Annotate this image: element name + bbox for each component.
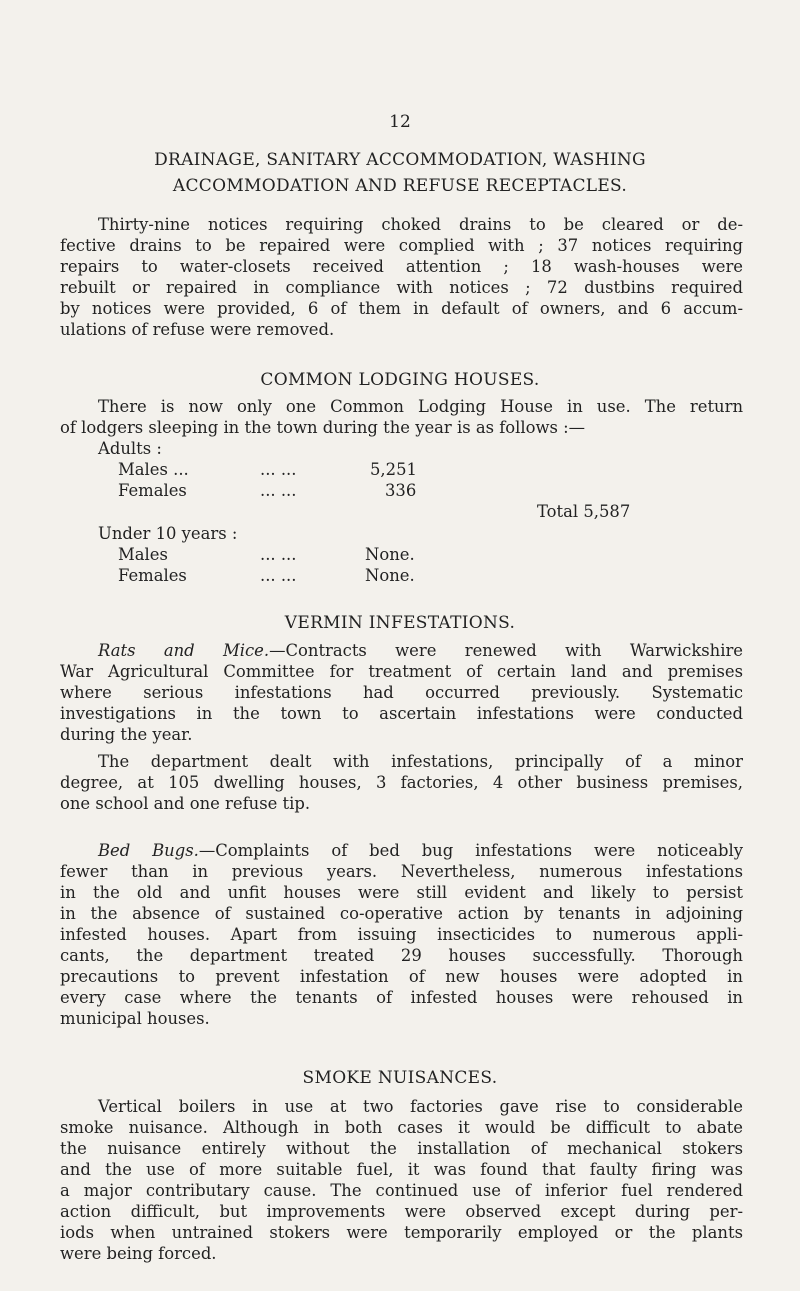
females-dots: ... ... [260,481,297,500]
text-line: one school and one refuse tip. [60,794,311,813]
text-line: fewer than in previous years. Nevertheless, numerous infestations [60,862,743,881]
bugs-title: Bed Bugs. [98,841,199,860]
drainage-heading-line2: ACCOMMODATION AND REFUSE RECEPTACLES. [172,176,628,196]
drainage-heading-line1: DRAINAGE, SANITARY ACCOMMODATION, WASHING [154,150,646,170]
males-value: 5,251 [370,460,417,479]
bugs-paragraph [60,840,743,1029]
text-line: Vertical boilers in use at two factories gave rise to considerable [98,1097,743,1116]
text-line [60,840,743,861]
text-line: smoke nuisance. Although in both cases it would be difficult to abate [60,1118,743,1137]
text-line: municipal houses. [60,1009,210,1028]
females-value: 336 [385,481,417,500]
text-line: precautions to prevent infestation of new houses were adopted in [60,967,743,986]
text-line: degree, at 105 dwelling houses, 3 factories, 4 other business premises, [60,773,743,792]
under-males-label: Males [118,545,168,564]
department-paragraph [60,751,743,814]
text-line: action difficult, but improvements were observed except during per- [60,1202,743,1221]
lodging-intro [60,396,743,438]
rats-title: Rats and Mice. [98,641,270,660]
text-line: a major contributary cause. The continued use of inferior fuel rendered [60,1181,743,1200]
text-line: fective drains to be repaired were complied with ; 37 notices requiring [60,236,743,255]
adults-label: Adults : [98,439,162,458]
smoke-paragraph [60,1096,743,1264]
text-line: There is now only one Common Lodging House in use. The return [98,397,743,416]
text-line: were being forced. [60,1244,217,1263]
text-line: where serious infestations had occurred previously. Systematic [60,683,743,702]
smoke-heading: SMOKE NUISANCES. [302,1068,498,1088]
under-females-value: None. [365,566,415,585]
text-line: The department dealt with infestations, principally of a minor [98,752,743,771]
text-line: of lodgers sleeping in the town during the year is as follows :— [60,418,586,437]
females-label: Females [118,481,187,500]
drainage-paragraph [60,214,743,340]
text-line: cants, the department treated 29 houses successfully. Thorough [60,946,743,965]
text-line [60,640,743,661]
text-line: infested houses. Apart from issuing insecticides to numerous appli- [60,925,743,944]
lodgers-total: Total 5,587 [537,502,631,521]
under-ten-label: Under 10 years : [98,524,238,543]
text-line: in the absence of sustained co-operative action by tenants in adjoining [60,904,743,923]
under-females-dots: ... ... [260,566,297,585]
rats-text: —Contracts were renewed with Warwickshire [269,641,744,660]
vermin-heading: VERMIN INFESTATIONS. [284,613,516,633]
rats-paragraph [60,640,743,745]
text-line: investigations in the town to ascertain infestations were conducted [60,704,743,723]
under-males-value: None. [365,545,415,564]
under-females-label: Females [118,566,187,585]
text-line: during the year. [60,725,193,744]
text-line: by notices were provided, 6 of them in default of owners, and 6 accum- [60,299,743,318]
text-line: rebuilt or repaired in compliance with notices ; 72 dustbins required [60,278,743,297]
lodging-heading: COMMON LODGING HOUSES. [260,370,540,390]
text-line: the nuisance entirely without the installation of mechanical stokers [60,1139,743,1158]
page-number: 12 [389,112,411,132]
males-label: Males ... [118,460,189,479]
text-line: ulations of refuse were removed. [60,320,335,339]
text-line: Thirty-nine notices requiring choked drains to be cleared or de- [98,215,743,234]
bugs-text: —Complaints of bed bug infestations were noticeably [198,841,743,860]
text-line: War Agricultural Committee for treatment of certain land and premises [60,662,743,681]
text-line: repairs to water-closets received attention ; 18 wash-houses were [60,257,743,276]
text-line: iods when untrained stokers were temporarily employed or the plants [60,1223,743,1242]
males-dots: ... ... [260,460,297,479]
text-line: and the use of more suitable fuel, it was found that faulty firing was [60,1160,743,1179]
under-males-dots: ... ... [260,545,297,564]
text-line: in the old and unfit houses were still evident and likely to persist [60,883,743,902]
text-line: every case where the tenants of infested houses were rehoused in [60,988,743,1007]
